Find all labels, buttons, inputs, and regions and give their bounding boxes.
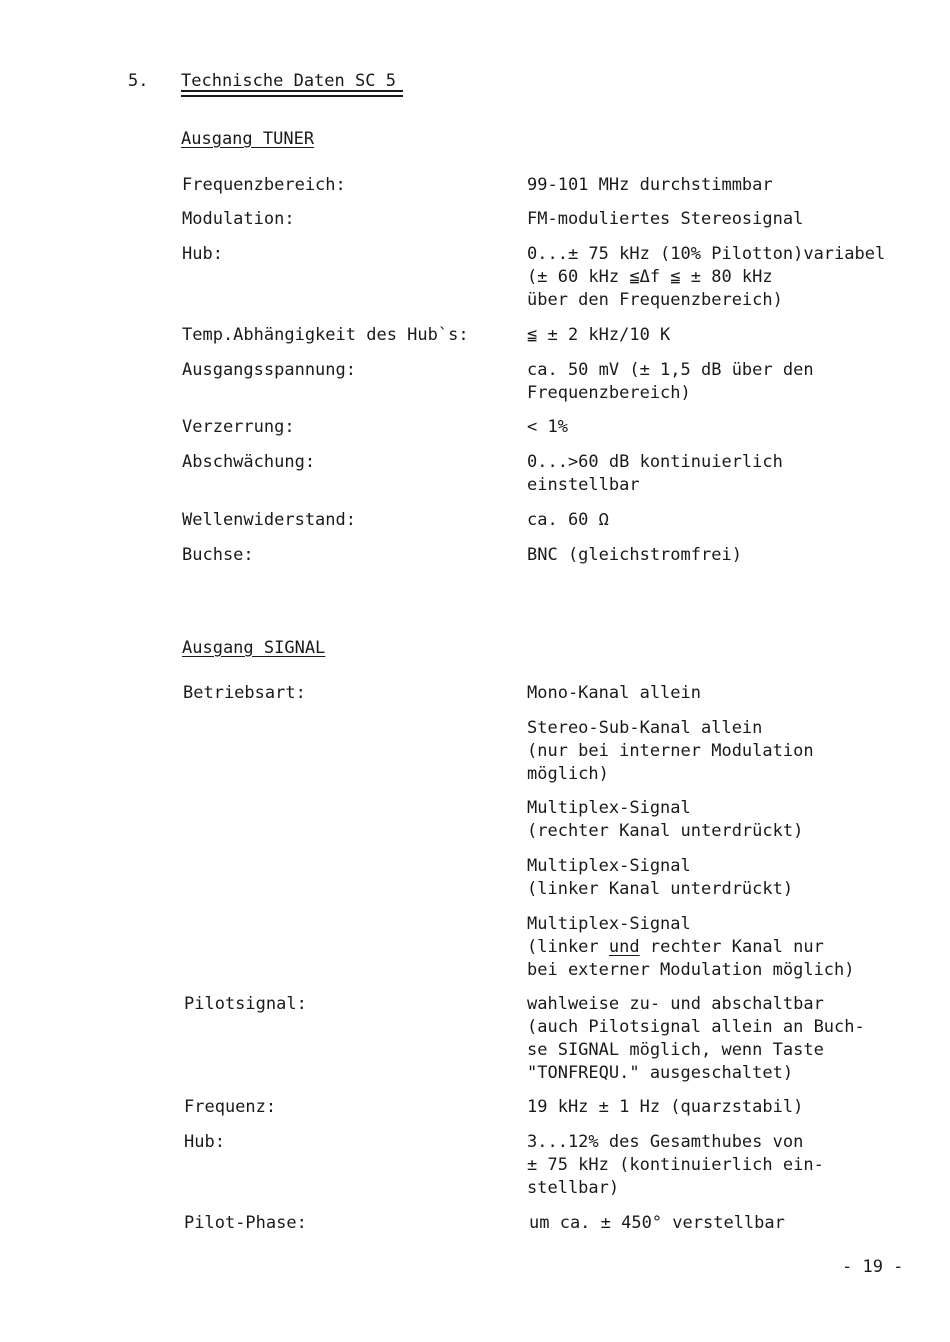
spec-label: Temp.Abhängigkeit des Hub`s: bbox=[182, 325, 469, 345]
spec-value: wahlweise zu- und abschaltbar (auch Pilotsignal allein an Buch- se SIGNAL möglich, wenn Taste "TONFREQU." ausgeschaltet) bbox=[527, 994, 865, 1083]
spec-label: Betriebsart: bbox=[183, 683, 306, 703]
section-title: Technische Daten SC 5 bbox=[181, 71, 396, 91]
spec-value: 0...>60 dB kontinuierlich einstellbar bbox=[527, 452, 783, 495]
spec-value: ≦ ± 2 kHz/10 K bbox=[527, 325, 671, 345]
page-number: - 19 - bbox=[842, 1257, 904, 1277]
spec-label: Wellenwiderstand: bbox=[182, 510, 356, 530]
spec-label: Pilot-Phase: bbox=[184, 1213, 307, 1233]
tuner-heading: Ausgang TUNER bbox=[181, 129, 315, 149]
spec-label: Frequenzbereich: bbox=[182, 175, 346, 195]
mode-line: (linker bbox=[527, 937, 609, 957]
spec-value: BNC (gleichstromfrei) bbox=[527, 545, 742, 565]
mode-value: Mono-Kanal allein bbox=[527, 683, 701, 703]
mode-value: Stereo-Sub-Kanal allein (nur bei interner Modulation möglich) bbox=[527, 718, 814, 784]
spec-label: Ausgangsspannung: bbox=[182, 360, 356, 380]
spec-value: ca. 50 mV (± 1,5 dB über den Frequenzbereich) bbox=[527, 360, 814, 403]
spec-value: 19 kHz ± 1 Hz (quarzstabil) bbox=[527, 1097, 804, 1117]
spec-label: Abschwächung: bbox=[182, 452, 316, 472]
spec-value: < 1% bbox=[527, 417, 568, 437]
spec-label: Modulation: bbox=[182, 209, 295, 229]
signal-heading: Ausgang SIGNAL bbox=[182, 638, 326, 658]
spec-label: Buchse: bbox=[182, 545, 254, 565]
spec-value: 3...12% des Gesamthubes von ± 75 kHz (kontinuierlich ein- stellbar) bbox=[527, 1132, 824, 1198]
spec-value: 0...± 75 kHz (10% Pilotton)variabel (± 60 kHz ≦Δf ≦ ± 80 kHz über den Frequenzbereich) bbox=[527, 244, 886, 310]
mode-line: rechter Kanal nur bbox=[639, 937, 824, 957]
mode-value: Multiplex-Signal (linker Kanal unterdrückt) bbox=[527, 856, 794, 899]
spec-value: um ca. ± 450° verstellbar bbox=[529, 1213, 785, 1233]
mode-emphasis: und bbox=[608, 937, 640, 957]
spec-label: Frequenz: bbox=[184, 1097, 277, 1117]
spec-value: FM-moduliertes Stereosignal bbox=[527, 209, 804, 229]
mode-value: Multiplex-Signal (rechter Kanal unterdrückt) bbox=[527, 798, 804, 841]
spec-label: Hub: bbox=[182, 244, 223, 264]
mode-line: bei externer Modulation möglich) bbox=[527, 960, 855, 980]
spec-label: Pilotsignal: bbox=[184, 994, 307, 1014]
spec-value: ca. 60 Ω bbox=[527, 510, 609, 530]
title-double-underline bbox=[181, 90, 403, 97]
spec-label: Hub: bbox=[184, 1132, 225, 1152]
mode-line: Multiplex-Signal bbox=[527, 914, 691, 934]
spec-value: 99-101 MHz durchstimmbar bbox=[527, 175, 773, 195]
spec-label: Verzerrung: bbox=[182, 417, 295, 437]
mode-value bbox=[527, 913, 927, 982]
section-number: 5. bbox=[128, 71, 149, 91]
